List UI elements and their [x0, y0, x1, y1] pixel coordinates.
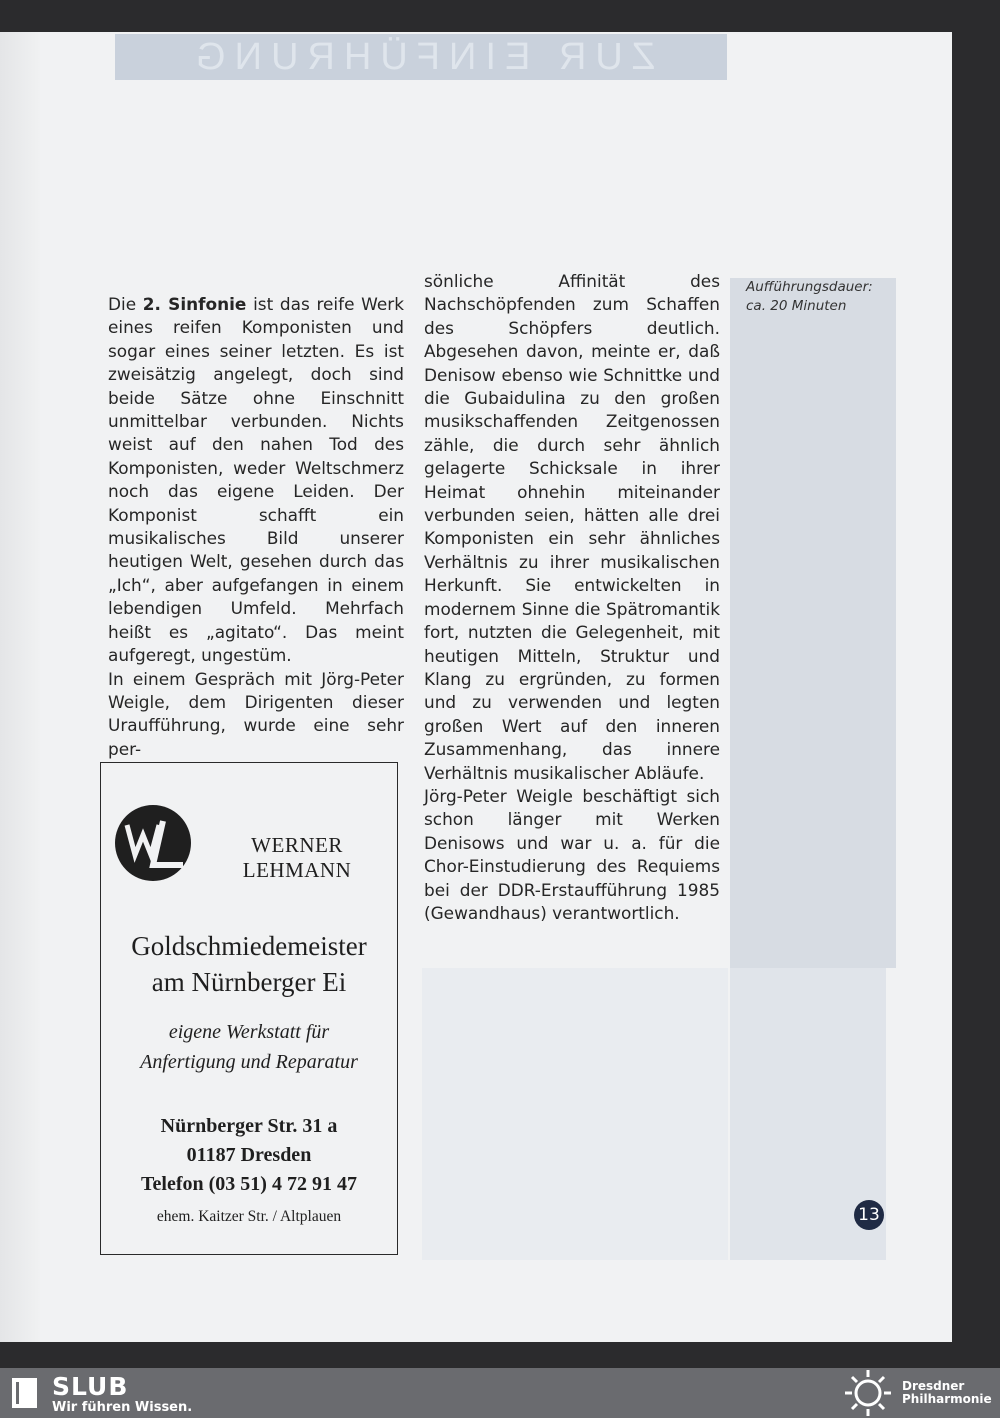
ad-title-line1: Goldschmiedemeister — [131, 931, 367, 961]
section-header — [115, 34, 727, 80]
mid-paragraph-2: Jörg-Peter Weigle beschäftigt sich schon länger mit Werken Denisows und war u. a. für die Chor-Einstudierung des Requiems bei der DDR-Erstaufführung 1985 (Gewandhaus) verantwortlich. — [424, 785, 720, 923]
duration-value: ca. 20 Minuten — [746, 298, 847, 314]
philharmonie-logo-icon[interactable] — [842, 1368, 894, 1418]
ad-phone: Telefon (03 51) 4 72 91 47 — [141, 1173, 357, 1195]
slub-name[interactable]: SLUB — [52, 1372, 129, 1401]
duration-label: Aufführungsdauer: — [746, 279, 873, 295]
jeweler-advertisement — [100, 762, 398, 1255]
ad-address-city: 01187 Dresden — [186, 1144, 312, 1166]
slub-tagline: Wir führen Wissen. — [52, 1400, 193, 1415]
ad-title-line2: am Nürnberger Ei — [151, 967, 347, 997]
left-paragraph-1 — [108, 293, 404, 668]
left-text-column — [108, 293, 404, 761]
wl-monogram-icon — [113, 803, 193, 883]
page-edge — [0, 32, 40, 1342]
performance-duration-note — [746, 278, 886, 316]
ad-sub-line2: Anfertigung und Reparatur — [140, 1051, 358, 1073]
phil-line1: Dresdner — [902, 1379, 965, 1393]
brand-name: WERNER LEHMANN — [242, 833, 352, 882]
left-paragraph-2: In einem Gespräch mit Jörg-Peter Weigle, dem Dirigenten dieser Uraufführung, wurde eine sehr per- — [108, 668, 404, 759]
page-number-badge: 13 — [854, 1200, 884, 1230]
slub-logo-icon[interactable] — [10, 1376, 40, 1410]
para-rest: ist das reife Werk eines reifen Komponisten und sogar eines seiner letzten. Es ist zweisätzig angelegt, doch sind beide Sätze ohne Einschnitt unmittelbar verbunden. Nichts weist auf den nahen Tod des Komponisten, weder Weltschmerz noch das eigene Leiden. Der Komponist schafft ein musikalisches Bild unserer heutigen Welt, gesehen durch das „Ich“, aber aufgefangen in einem lebendigen Umfeld. Mehrfach heißt es „agitato“. Das meint aufgeregt, ungestüm. — [108, 294, 404, 666]
ad-former-address: ehem. Kaitzer Str. / Altplauen — [156, 1208, 342, 1225]
philharmonie-name — [902, 1380, 992, 1406]
symphony-title: 2. Sinfonie — [142, 294, 247, 314]
column-panel-lower — [422, 968, 728, 1260]
ad-address-street: Nürnberger Str. 31 a — [160, 1115, 338, 1137]
viewer-footer — [0, 1368, 1000, 1418]
para-lead: Die — [108, 294, 143, 314]
ad-sub-line1: eigene Werkstatt für — [168, 1021, 330, 1043]
mid-paragraph-1: sönliche Affinität des Nachschöpfenden zum Schaffen des Schöpfers deutlich. Abgesehen davon, meinte er, daß Denisow ebenso wie Schnittke und die Gubaidulina zu den großen musikschaffenden Zeitgenossen zähle, die durch sehr ähnlich gelagerte Schicksale in ihrer Heimat ohnehin miteinander verbunden seien, hätten alle drei Komponisten ein sehr ähnliches Verhältnis zu ihrer musikalischen Herkunft. Sie entwickelten in modernem Sinne die Spätromantik fort, nutzten die Gelegenheit, mit heutigen Mitteln, Struktur und Klang zu ergründen, zu formen und zu verwenden und legten großen Wert auf den inneren Zusammenhang, das innere Verhältnis musikalischer Abläufe. — [424, 271, 720, 783]
section-header-text: ZUR EINFÜHRUNG — [187, 36, 655, 78]
margin-panel — [730, 278, 896, 968]
phil-line2: Philharmonie — [902, 1392, 992, 1406]
middle-text-column — [424, 270, 720, 925]
